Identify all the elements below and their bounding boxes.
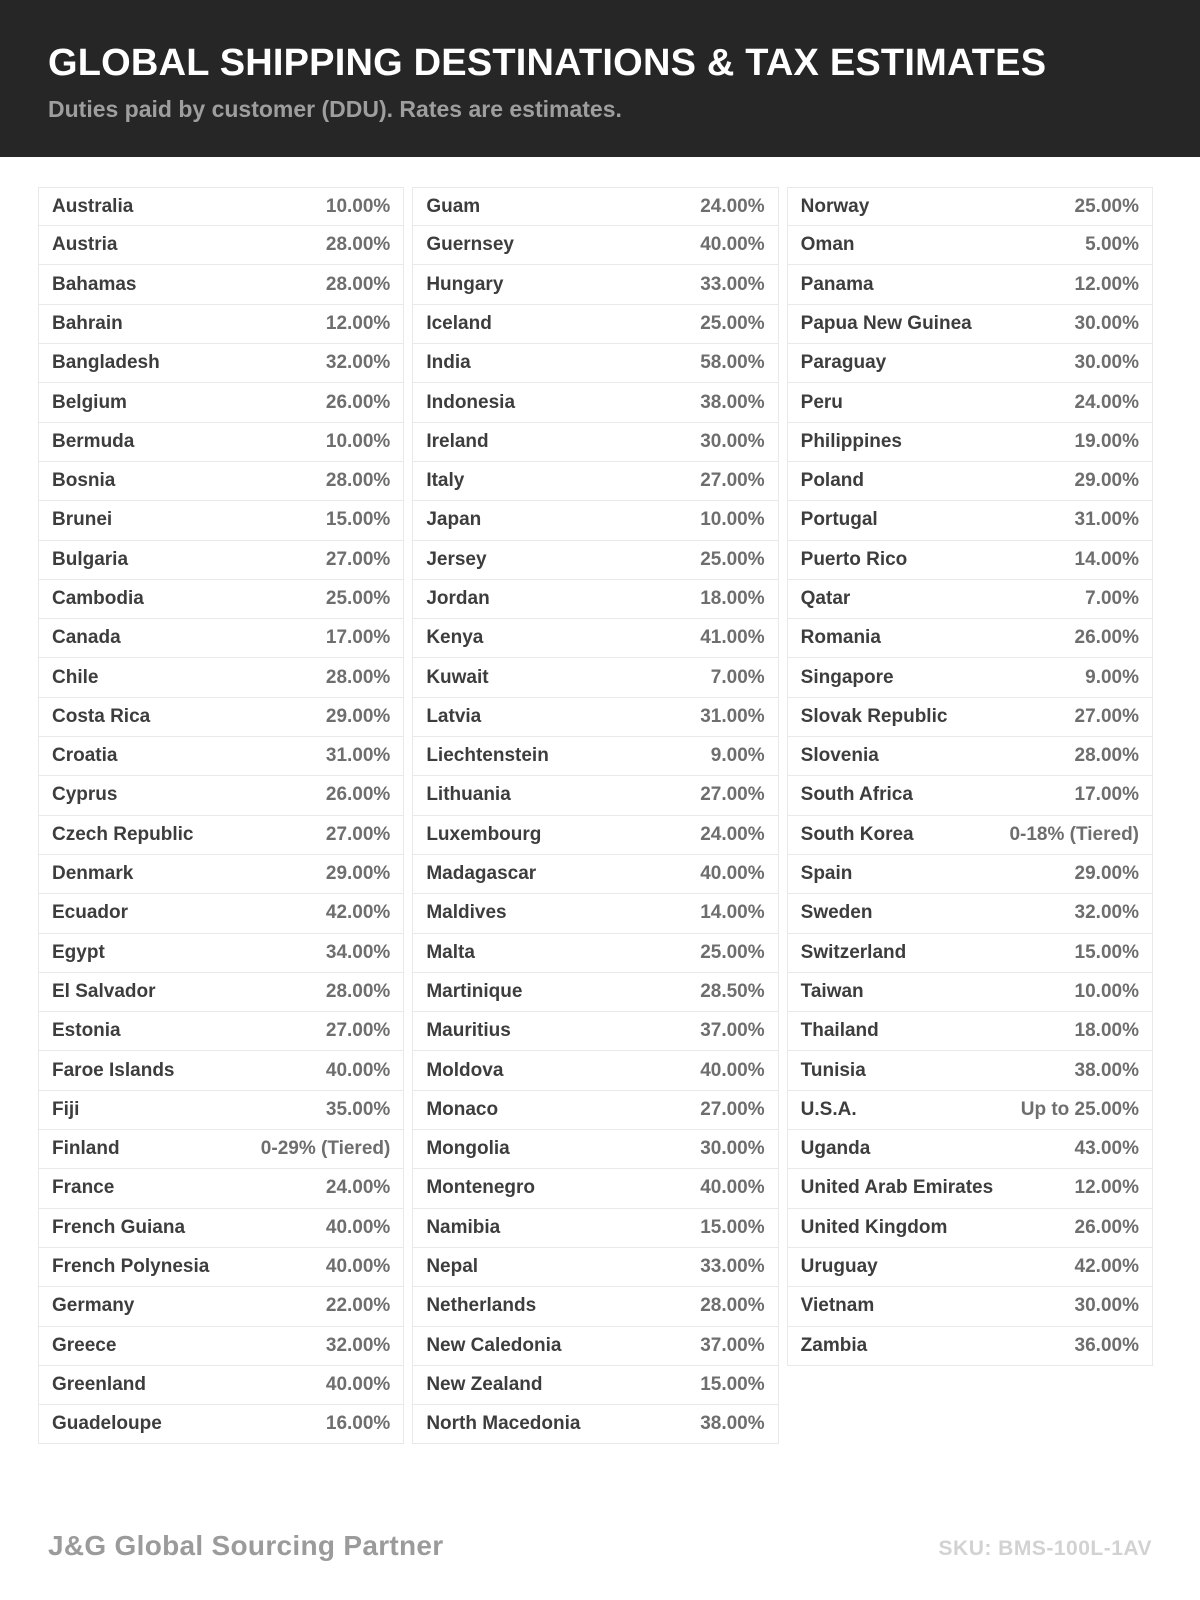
tax-rate: 37.00% bbox=[700, 1020, 765, 1042]
tax-rate: 10.00% bbox=[1074, 980, 1139, 1002]
tax-rate: 31.00% bbox=[1074, 509, 1139, 531]
table-row bbox=[787, 776, 1153, 815]
table-row bbox=[38, 816, 404, 855]
country-name: Guam bbox=[426, 195, 481, 217]
tax-rate: 28.00% bbox=[325, 234, 391, 256]
country-name: Germany bbox=[52, 1295, 135, 1317]
table-row bbox=[412, 698, 778, 737]
table-row bbox=[412, 1327, 778, 1366]
table-row bbox=[38, 1130, 404, 1169]
table-row bbox=[38, 894, 404, 933]
country-name: Guernsey bbox=[426, 234, 514, 256]
country-name: Ireland bbox=[426, 430, 489, 452]
tax-rate: 12.00% bbox=[1074, 1177, 1139, 1199]
country-name: Australia bbox=[52, 195, 134, 217]
tax-rate: 58.00% bbox=[700, 352, 765, 374]
country-name: Japan bbox=[426, 509, 482, 531]
table-row bbox=[412, 1091, 778, 1130]
table-row bbox=[38, 187, 404, 226]
country-name: Chile bbox=[52, 666, 99, 688]
country-name: French Guiana bbox=[52, 1216, 186, 1238]
country-name: Ecuador bbox=[52, 902, 129, 924]
country-name: Norway bbox=[800, 195, 870, 217]
tax-rate: 26.00% bbox=[325, 391, 391, 413]
table-row bbox=[38, 1287, 404, 1326]
tax-rate: 18.00% bbox=[1074, 1020, 1139, 1042]
table-row bbox=[787, 265, 1153, 304]
table-row bbox=[412, 1209, 778, 1248]
tax-rate: 19.00% bbox=[1074, 430, 1139, 452]
country-name: Slovenia bbox=[800, 745, 879, 767]
tax-rate: 35.00% bbox=[325, 1098, 391, 1120]
table-row bbox=[787, 423, 1153, 462]
country-name: Italy bbox=[426, 470, 465, 492]
table-row bbox=[38, 1091, 404, 1130]
country-name: Moldova bbox=[426, 1059, 504, 1081]
tax-rate: 15.00% bbox=[1074, 941, 1139, 963]
country-name: Cambodia bbox=[52, 588, 144, 609]
country-name: Kuwait bbox=[426, 666, 489, 688]
country-name: Poland bbox=[800, 470, 864, 492]
tax-rate: 33.00% bbox=[700, 273, 765, 295]
tax-rate: 40.00% bbox=[325, 1216, 391, 1238]
country-name: Czech Republic bbox=[52, 823, 194, 845]
table-row bbox=[412, 1366, 778, 1405]
country-name: Taiwan bbox=[800, 980, 864, 1002]
table-row bbox=[412, 462, 778, 501]
country-name: Kenya bbox=[426, 627, 484, 649]
table-row bbox=[412, 816, 778, 855]
page-subtitle: Duties paid by customer (DDU). Rates are estimates. bbox=[48, 95, 622, 122]
country-name: Iceland bbox=[426, 312, 492, 334]
table-row bbox=[787, 737, 1153, 776]
tax-rate: 15.00% bbox=[700, 1216, 765, 1238]
table-row bbox=[412, 305, 778, 344]
table-row bbox=[38, 462, 404, 501]
table-row bbox=[412, 383, 778, 422]
tax-rate: 10.00% bbox=[325, 195, 391, 217]
country-name: Panama bbox=[800, 273, 874, 295]
table-row bbox=[787, 501, 1153, 540]
country-name: Guadeloupe bbox=[52, 1413, 162, 1435]
tax-rate: 22.00% bbox=[325, 1295, 391, 1317]
table-row bbox=[412, 187, 778, 226]
country-name: United Kingdom bbox=[800, 1216, 948, 1238]
country-name: Indonesia bbox=[426, 391, 516, 413]
country-name: Madagascar bbox=[426, 863, 537, 885]
tax-rate: 41.00% bbox=[700, 627, 765, 649]
country-name: Portugal bbox=[800, 509, 878, 531]
table-row bbox=[787, 1169, 1153, 1208]
tax-rate: 38.00% bbox=[1074, 1059, 1139, 1081]
tax-rate: 31.00% bbox=[700, 705, 765, 727]
country-name: Puerto Rico bbox=[800, 548, 908, 570]
country-name: Vietnam bbox=[800, 1295, 875, 1317]
tax-rate: 28.00% bbox=[325, 980, 391, 1002]
table-row bbox=[38, 383, 404, 422]
table-row bbox=[38, 1051, 404, 1090]
table-row bbox=[787, 344, 1153, 383]
country-name: Spain bbox=[800, 863, 853, 885]
country-name: Austria bbox=[52, 234, 118, 256]
country-name: India bbox=[426, 352, 471, 374]
table-row bbox=[38, 698, 404, 737]
tax-rate: 32.00% bbox=[325, 352, 391, 374]
country-name: Denmark bbox=[52, 863, 134, 885]
tax-rate: 27.00% bbox=[325, 1020, 391, 1042]
country-name: Cyprus bbox=[52, 784, 118, 806]
table-row bbox=[38, 1012, 404, 1051]
country-name: Papua New Guinea bbox=[800, 312, 972, 334]
tax-rate: 40.00% bbox=[325, 1373, 391, 1395]
table-row bbox=[38, 265, 404, 304]
tax-rate: 27.00% bbox=[325, 823, 391, 845]
country-name: Uganda bbox=[800, 1138, 871, 1160]
table-row bbox=[787, 855, 1153, 894]
table-row bbox=[38, 776, 404, 815]
country-name: Qatar bbox=[800, 588, 851, 609]
tax-rate: 28.50% bbox=[700, 980, 765, 1002]
tax-rate: 42.00% bbox=[1074, 1256, 1139, 1278]
table-row bbox=[787, 1209, 1153, 1248]
country-name: Montenegro bbox=[426, 1177, 536, 1199]
tax-rate: 10.00% bbox=[700, 509, 765, 531]
table-row bbox=[787, 1051, 1153, 1090]
table-row bbox=[412, 501, 778, 540]
tax-rate: 30.00% bbox=[700, 430, 765, 452]
country-name: Jersey bbox=[426, 548, 487, 570]
table-row bbox=[412, 855, 778, 894]
table-row bbox=[38, 1169, 404, 1208]
tax-rate: 27.00% bbox=[700, 470, 765, 492]
tax-rate: 12.00% bbox=[1074, 273, 1139, 295]
table-row bbox=[38, 737, 404, 776]
tax-rate: 30.00% bbox=[1074, 352, 1139, 374]
country-name: Zambia bbox=[800, 1334, 868, 1356]
tax-rate: 30.00% bbox=[1074, 1295, 1139, 1317]
table-row bbox=[38, 1366, 404, 1405]
tax-rate: 18.00% bbox=[700, 588, 765, 609]
tax-rate: 30.00% bbox=[1074, 312, 1139, 334]
tax-rate: 0-18% (Tiered) bbox=[1009, 823, 1139, 845]
table-row bbox=[787, 658, 1153, 697]
tax-rate: 40.00% bbox=[700, 1059, 765, 1081]
table-row bbox=[787, 383, 1153, 422]
tax-rate: 27.00% bbox=[700, 784, 765, 806]
country-name: Thailand bbox=[800, 1020, 879, 1042]
country-name: Bahrain bbox=[52, 312, 123, 334]
rates-column bbox=[412, 187, 778, 1445]
table-row bbox=[787, 934, 1153, 973]
table-row bbox=[787, 1248, 1153, 1287]
country-name: Uruguay bbox=[800, 1256, 878, 1278]
table-row bbox=[38, 658, 404, 697]
tax-rate: 29.00% bbox=[1074, 470, 1139, 492]
table-row bbox=[38, 855, 404, 894]
rates-column bbox=[38, 187, 404, 1445]
tax-rate: 32.00% bbox=[1074, 902, 1139, 924]
country-name: Malta bbox=[426, 941, 475, 963]
tax-rate: 38.00% bbox=[700, 391, 765, 413]
table-row bbox=[787, 305, 1153, 344]
country-name: Finland bbox=[52, 1138, 120, 1160]
country-name: Bosnia bbox=[52, 470, 116, 492]
table-row bbox=[412, 658, 778, 697]
tax-rate: 28.00% bbox=[1074, 745, 1139, 767]
country-name: Namibia bbox=[426, 1216, 501, 1238]
tax-rate: 26.00% bbox=[1074, 627, 1139, 649]
table-row bbox=[38, 1248, 404, 1287]
tax-rate: 9.00% bbox=[710, 745, 765, 767]
table-row bbox=[412, 1248, 778, 1287]
table-row bbox=[412, 1287, 778, 1326]
table-row bbox=[787, 894, 1153, 933]
tax-rate: 24.00% bbox=[1074, 391, 1139, 413]
table-row bbox=[787, 541, 1153, 580]
tax-rate: 30.00% bbox=[700, 1138, 765, 1160]
table-row bbox=[38, 619, 404, 658]
country-name: Egypt bbox=[52, 941, 105, 963]
table-row bbox=[38, 934, 404, 973]
country-name: Canada bbox=[52, 627, 121, 649]
tax-rate: 34.00% bbox=[325, 941, 391, 963]
table-row bbox=[412, 1012, 778, 1051]
table-row bbox=[412, 894, 778, 933]
country-name: Brunei bbox=[52, 509, 113, 531]
table-row bbox=[787, 1012, 1153, 1051]
country-name: Estonia bbox=[52, 1020, 121, 1042]
country-name: Tunisia bbox=[800, 1059, 866, 1081]
tax-rate: 5.00% bbox=[1085, 234, 1139, 256]
tax-rate: 27.00% bbox=[1074, 705, 1139, 727]
country-name: Mauritius bbox=[426, 1020, 511, 1042]
country-name: North Macedonia bbox=[426, 1413, 581, 1435]
country-name: Faroe Islands bbox=[52, 1059, 175, 1081]
tax-rate: 40.00% bbox=[700, 863, 765, 885]
table-row bbox=[38, 344, 404, 383]
tax-rate: 29.00% bbox=[325, 863, 391, 885]
table-row bbox=[787, 1327, 1153, 1366]
table-row bbox=[787, 580, 1153, 619]
country-name: Philippines bbox=[800, 430, 903, 452]
table-row bbox=[38, 1209, 404, 1248]
table-row bbox=[412, 619, 778, 658]
table-row bbox=[38, 1327, 404, 1366]
rates-column bbox=[787, 187, 1153, 1366]
tax-rate: 27.00% bbox=[325, 548, 391, 570]
table-row bbox=[412, 423, 778, 462]
tax-rate: 28.00% bbox=[325, 666, 391, 688]
country-name: Switzerland bbox=[800, 941, 907, 963]
page-title: GLOBAL SHIPPING DESTINATIONS & TAX ESTIMATES bbox=[48, 42, 1047, 84]
country-name: Monaco bbox=[426, 1098, 499, 1120]
table-row bbox=[38, 226, 404, 265]
tax-rate: 26.00% bbox=[325, 784, 391, 806]
table-row bbox=[38, 541, 404, 580]
tax-rate: 9.00% bbox=[1085, 666, 1139, 688]
tax-rate: 24.00% bbox=[700, 195, 765, 217]
country-name: Slovak Republic bbox=[800, 705, 948, 727]
table-row bbox=[412, 1169, 778, 1208]
tax-rate: 14.00% bbox=[1074, 548, 1139, 570]
country-name: U.S.A. bbox=[800, 1098, 857, 1120]
country-name: Bangladesh bbox=[52, 352, 160, 374]
country-name: Greenland bbox=[52, 1373, 146, 1395]
table-row bbox=[412, 973, 778, 1012]
table-row bbox=[412, 344, 778, 383]
brand-name: J&G Global Sourcing Partner bbox=[48, 1530, 444, 1561]
table-row bbox=[787, 698, 1153, 737]
tax-rate: 28.00% bbox=[700, 1295, 765, 1317]
table-row bbox=[412, 226, 778, 265]
country-name: New Zealand bbox=[426, 1373, 543, 1395]
table-row bbox=[412, 265, 778, 304]
country-name: Belgium bbox=[52, 391, 127, 413]
tax-rate: 0-29% (Tiered) bbox=[260, 1138, 391, 1160]
country-name: Lithuania bbox=[426, 784, 511, 806]
country-name: South Africa bbox=[800, 784, 913, 806]
table-row bbox=[38, 501, 404, 540]
tax-rate: 25.00% bbox=[700, 548, 765, 570]
page-footer bbox=[0, 1530, 1200, 1562]
table-row bbox=[412, 737, 778, 776]
country-name: Maldives bbox=[426, 902, 507, 924]
tax-rate: 43.00% bbox=[1074, 1138, 1139, 1160]
tax-rate: 29.00% bbox=[325, 705, 391, 727]
tax-rate: 14.00% bbox=[700, 902, 765, 924]
country-name: United Arab Emirates bbox=[800, 1177, 994, 1199]
tax-rate: 40.00% bbox=[700, 234, 765, 256]
table-row bbox=[787, 462, 1153, 501]
tax-rate: 7.00% bbox=[1085, 588, 1139, 609]
table-row bbox=[787, 187, 1153, 226]
tax-rate: 15.00% bbox=[325, 509, 391, 531]
table-row bbox=[412, 776, 778, 815]
country-name: Fiji bbox=[52, 1098, 80, 1120]
table-row bbox=[38, 305, 404, 344]
table-row bbox=[412, 1130, 778, 1169]
country-name: Sweden bbox=[800, 902, 873, 924]
country-name: South Korea bbox=[800, 823, 914, 845]
table-row bbox=[787, 1091, 1153, 1130]
tax-rate: 33.00% bbox=[700, 1256, 765, 1278]
country-name: Liechtenstein bbox=[426, 745, 549, 767]
table-row bbox=[412, 1051, 778, 1090]
tax-rate: 27.00% bbox=[700, 1098, 765, 1120]
tax-rate: 29.00% bbox=[1074, 863, 1139, 885]
table-row bbox=[38, 580, 404, 619]
tax-rate: 42.00% bbox=[325, 902, 391, 924]
table-row bbox=[787, 1130, 1153, 1169]
tax-rate: 24.00% bbox=[325, 1177, 391, 1199]
tax-rate: 16.00% bbox=[325, 1413, 391, 1435]
tax-rate: 31.00% bbox=[325, 745, 391, 767]
table-row bbox=[412, 934, 778, 973]
country-name: Croatia bbox=[52, 745, 118, 767]
table-row bbox=[38, 423, 404, 462]
tax-rate: 40.00% bbox=[700, 1177, 765, 1199]
tax-rate: 10.00% bbox=[325, 430, 391, 452]
tax-rate: 24.00% bbox=[700, 823, 765, 845]
tax-rate: 28.00% bbox=[325, 273, 391, 295]
country-name: El Salvador bbox=[52, 980, 156, 1002]
table-row bbox=[787, 973, 1153, 1012]
country-name: Martinique bbox=[426, 980, 523, 1002]
country-name: Jordan bbox=[426, 588, 490, 609]
country-name: Greece bbox=[52, 1334, 117, 1356]
country-name: Romania bbox=[800, 627, 881, 649]
country-name: Peru bbox=[800, 391, 843, 413]
tax-rate: 25.00% bbox=[1074, 195, 1139, 217]
country-name: Singapore bbox=[800, 666, 894, 688]
tax-rate: 25.00% bbox=[700, 941, 765, 963]
country-name: Paraguay bbox=[800, 352, 887, 374]
table-row bbox=[38, 1405, 404, 1444]
table-row bbox=[412, 541, 778, 580]
tax-rate: 17.00% bbox=[1074, 784, 1139, 806]
table-row bbox=[787, 1287, 1153, 1326]
tax-rate: 7.00% bbox=[710, 666, 765, 688]
tax-rate: 32.00% bbox=[325, 1334, 391, 1356]
country-name: Hungary bbox=[426, 273, 504, 295]
tax-rate: 36.00% bbox=[1074, 1334, 1139, 1356]
rates-grid bbox=[38, 187, 1153, 1445]
tax-rate: 15.00% bbox=[700, 1373, 765, 1395]
tax-rate: 40.00% bbox=[325, 1059, 391, 1081]
tax-rate: 38.00% bbox=[700, 1413, 765, 1435]
country-name: Bermuda bbox=[52, 430, 135, 452]
country-name: French Polynesia bbox=[52, 1256, 210, 1278]
tax-rate: 17.00% bbox=[325, 627, 391, 649]
country-name: Oman bbox=[800, 234, 855, 256]
country-name: Bahamas bbox=[52, 273, 137, 295]
country-name: Mongolia bbox=[426, 1138, 510, 1160]
country-name: Latvia bbox=[426, 705, 482, 727]
tax-rate: 37.00% bbox=[700, 1334, 765, 1356]
table-row bbox=[412, 580, 778, 619]
tax-rate: 25.00% bbox=[700, 312, 765, 334]
table-row bbox=[412, 1405, 778, 1444]
table-row bbox=[787, 226, 1153, 265]
country-name: France bbox=[52, 1177, 115, 1199]
country-name: Bulgaria bbox=[52, 548, 129, 570]
table-row bbox=[787, 619, 1153, 658]
tax-rate: 28.00% bbox=[325, 470, 391, 492]
country-name: Nepal bbox=[426, 1256, 479, 1278]
tax-rate: 25.00% bbox=[325, 588, 391, 609]
tax-rate: 12.00% bbox=[325, 312, 391, 334]
country-name: Netherlands bbox=[426, 1295, 537, 1317]
tax-rate: Up to 25.00% bbox=[1020, 1098, 1139, 1120]
country-name: New Caledonia bbox=[426, 1334, 562, 1356]
page-header bbox=[0, 0, 1200, 157]
sku-label: SKU: BMS-100L-1AV bbox=[938, 1537, 1152, 1560]
table-row bbox=[38, 973, 404, 1012]
table-row bbox=[787, 816, 1153, 855]
tax-rate: 40.00% bbox=[325, 1256, 391, 1278]
tax-rate: 26.00% bbox=[1074, 1216, 1139, 1238]
country-name: Luxembourg bbox=[426, 823, 542, 845]
country-name: Costa Rica bbox=[52, 705, 151, 727]
